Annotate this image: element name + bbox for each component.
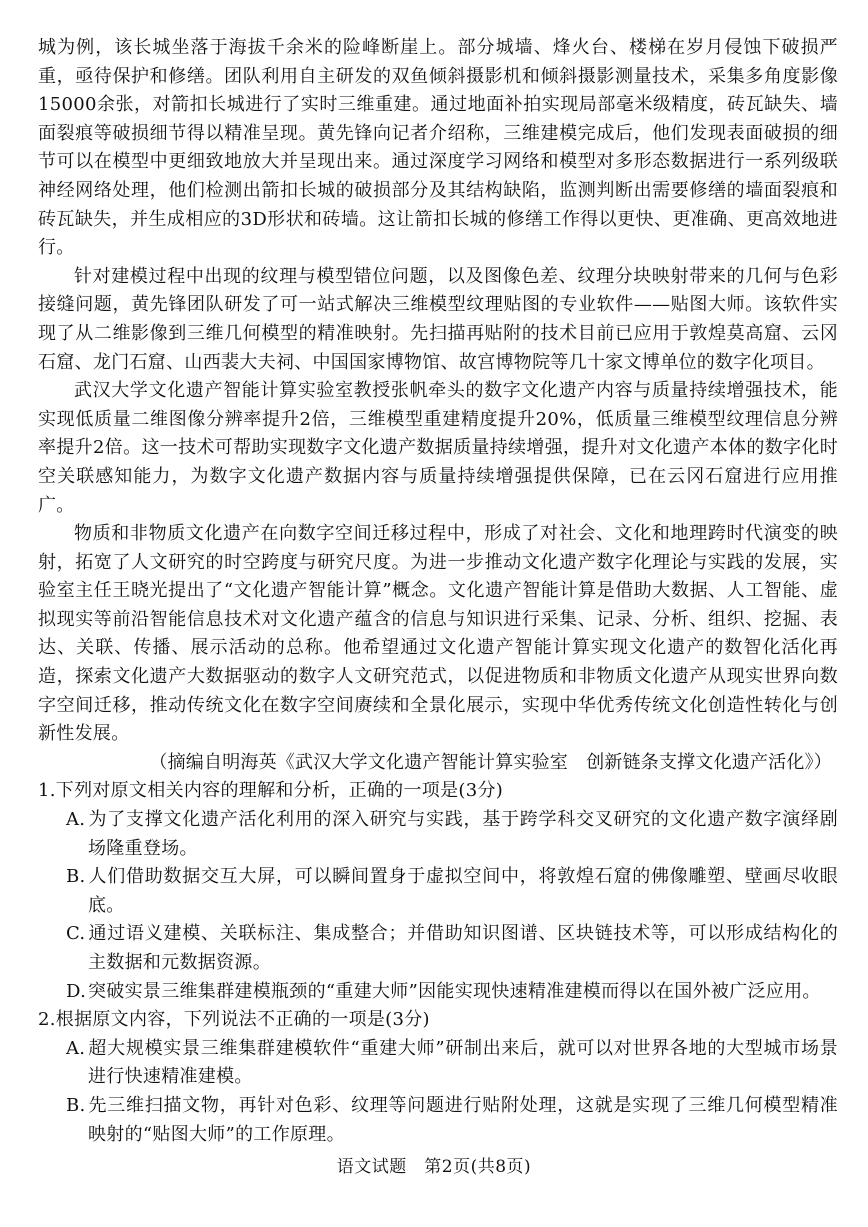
- exam-page-body: [38, 34, 838, 1149]
- question-1-option-d: [38, 978, 838, 1007]
- question-1-option-b: [38, 863, 838, 920]
- passage-paragraph-4: 物质和非物质文化遗产在向数字空间迁移过程中，形成了对社会、文化和地理跨时代演变的映射，拓宽了人文研究的时空跨度与研究尺度。为进一步推动文化遗产数字化理论与实践的发展，实验室主任王晓光提出了“文化遗产智能计算”概念。文化遗产智能计算是借助大数据、人工智能、虚拟现实等前沿智能信息技术对文化遗产蕴含的信息与知识进行采集、记录、分析、组织、挖掘、表达、关联、传播、展示活动的总称。他希望通过文化遗产智能计算实现文化遗产的数智化活化再造，探索文化遗产大数据驱动的数字人文研究范式，以促进物质和非物质文化遗产从现实世界向数字空间迁移，推动传统文化在数字空间赓续和全景化展示，实现中华优秀传统文化创造性转化与创新性发展。: [38, 523, 838, 745]
- option-text: 超大规模实景三维集群建模软件“重建大师”研制出来后，就可以对世界各地的大型城市场景进行快速精准建模。: [88, 1037, 838, 1088]
- question-1-stem: 1.下列对原文相关内容的理解和分析，正确的一项是(3分): [38, 780, 504, 802]
- option-text: 先三维扫描文物，再针对色彩、纹理等问题进行贴附处理，这就是实现了三维几何模型精准映射的“贴图大师”的工作原理。: [88, 1094, 838, 1145]
- question-1-option-a: [38, 806, 838, 863]
- passage-paragraph-2: 针对建模过程中出现的纹理与模型错位问题，以及图像色差、纹理分块映射带来的几何与色彩接缝问题，黄先锋团队研发了可一站式解决三维模型纹理贴图的专业软件——贴图大师。该软件实现了从二维影像到三维几何模型的精准映射。先扫描再贴附的技术目前已应用于敦煌莫高窟、云冈石窟、龙门石窟、山西裴大夫祠、中国国家博物馆、故宫博物院等几十家文博单位的数字化项目。: [38, 265, 838, 373]
- passage-source-citation: （摘编自明海英《武汉大学文化遗产智能计算实验室 创新链条支撑文化遗产活化》）: [149, 751, 832, 773]
- passage-paragraph-3: 武汉大学文化遗产智能计算实验室教授张帆牵头的数字文化遗产内容与质量持续增强技术，能实现低质量二维图像分辨率提升2倍，三维模型重建精度提升20%，低质量三维模型纹理信息分辨率提升2倍。这一技术可帮助实现数字文化遗产数据质量持续增强，提升对文化遗产本体的数字化时空关联感知能力，为数字文化遗产数据内容与质量持续增强提供保障，已在云冈石窟进行应用推广。: [38, 380, 838, 516]
- option-label: B.: [66, 866, 86, 888]
- reading-passage: [38, 34, 838, 777]
- option-label: B.: [66, 1094, 86, 1116]
- question-2-option-b: [38, 1092, 838, 1149]
- option-label: D.: [66, 980, 87, 1002]
- option-label: A.: [66, 809, 86, 831]
- question-1-option-c: [38, 920, 838, 977]
- question-2-option-a: [38, 1035, 838, 1092]
- question-2-stem: 2.根据原文内容，下列说法不正确的一项是(3分): [38, 1009, 430, 1031]
- option-label: A.: [66, 1037, 86, 1059]
- option-label: C.: [66, 923, 86, 945]
- page-footer: 语文试题 第2页(共8页): [336, 1157, 532, 1177]
- question-2: [38, 1006, 838, 1149]
- option-text: 突破实景三维集群建模瓶颈的“重建大师”因能实现快速精准建模而得以在国外被广泛应用。: [88, 980, 821, 1002]
- option-text: 为了支撑文化遗产活化利用的深入研究与实践，基于跨学科交叉研究的文化遗产数字演绎剧场隆重登场。: [88, 809, 838, 859]
- option-text: 通过语义建模、关联标注、集成整合；并借助知识图谱、区块链技术等，可以形成结构化的主数据和元数据资源。: [88, 923, 838, 973]
- question-1: [38, 777, 838, 1006]
- option-text: 人们借助数据交互大屏，可以瞬间置身于虚拟空间中，将敦煌石窟的佛像雕塑、壁画尽收眼底。: [88, 866, 838, 916]
- passage-paragraph-1: 城为例，该长城坐落于海拔千余米的险峰断崖上。部分城墙、烽火台、楼梯在岁月侵蚀下破损严重，亟待保护和修缮。团队利用自主研发的双鱼倾斜摄影机和倾斜摄影测量技术，采集多角度影像15000余张，对箭扣长城进行了实时三维重建。通过地面补拍实现局部毫米级精度，砖瓦缺失、墙面裂痕等破损细节得以精准呈现。黄先锋向记者介绍称，三维建模完成后，他们发现表面破损的细节可以在模型中更细致地放大并呈现出来。通过深度学习网络和模型对多形态数据进行一系列级联神经网络处理，他们检测出箭扣长城的破损部分及其结构缺陷，监测判断出需要修缮的墙面裂痕和砖瓦缺失，并生成相应的3D形状和砖墙。这让箭扣长城的修缮工作得以更快、更准确、更高效地进行。: [38, 37, 838, 259]
